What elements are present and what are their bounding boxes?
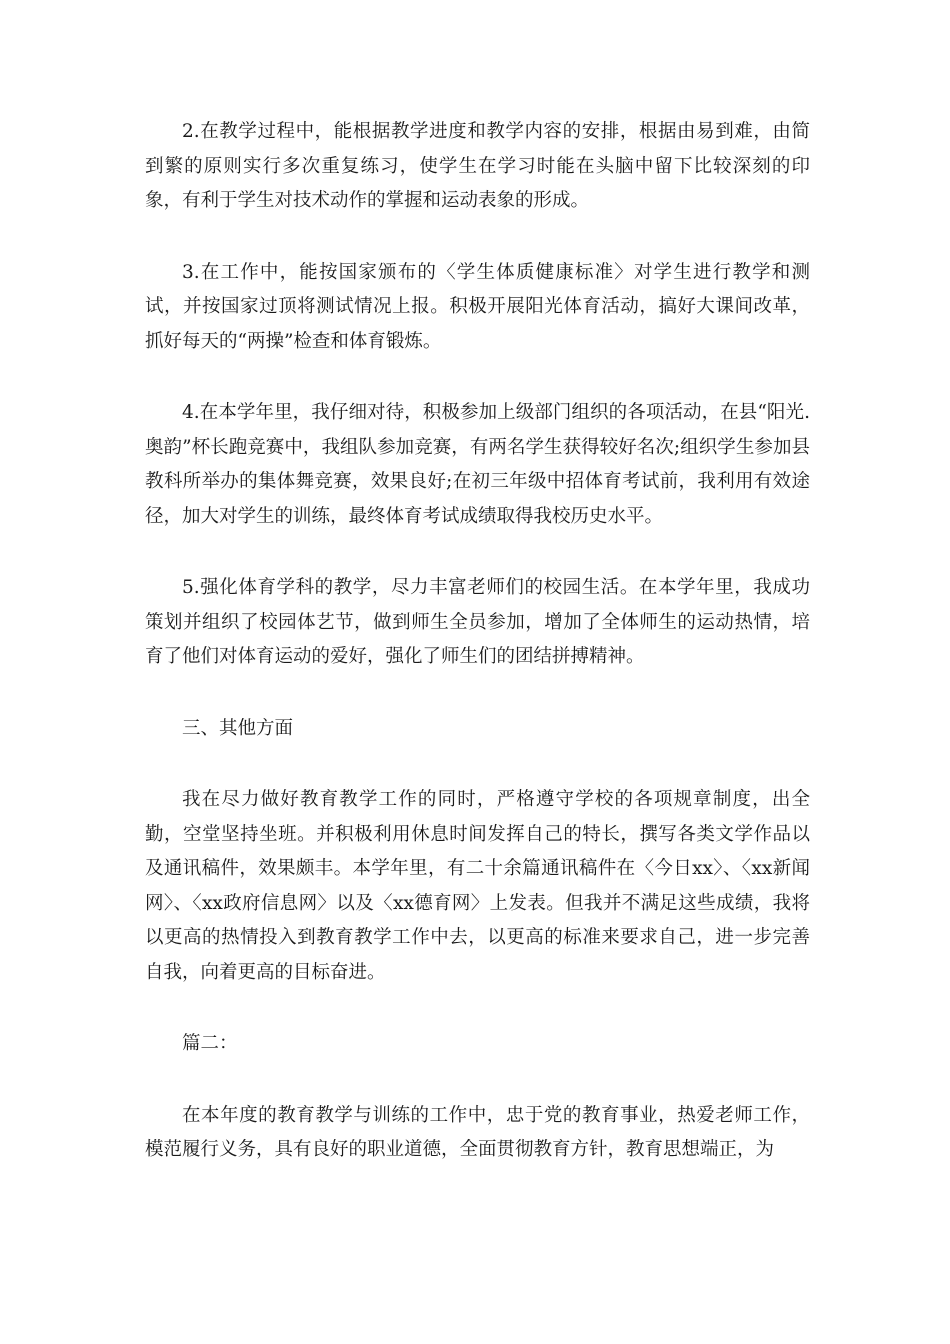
paragraph-other-aspects: 我在尽力做好教育教学工作的同时，严格遵守学校的各项规章制度，出全勤，空堂坚持坐班。并积极利用休息时间发挥自己的特长，撰写各类文学作品以及通讯稿件，效果颇丰。本学年里，有二十余篇通讯稿件在〈今日xx〉、〈xx新闻网〉、〈xx政府信息网〉以及〈xx德育网〉上发表。但我并不满足这些成绩，我将以更高的热情投入到教育教学工作中去，以更高的标准来要求自己，进一步完善自我，向着更高的目标奋进。 — [145, 789, 810, 983]
document-body — [145, 115, 810, 1205]
paragraph-item-2: 2.在教学过程中，能根据教学进度和教学内容的安排，根据由易到难，由简到繁的原则实行多次重复练习，使学生在学习时能在头脑中留下比较深刻的印象，有利于学生对技术动作的掌握和运动表象的形成。 — [145, 121, 810, 211]
section-heading-other: 三、其他方面 — [182, 717, 294, 739]
paragraph-item-5: 5.强化体育学科的教学，尽力丰富老师们的校园生活。在本学年里，我成功策划并组织了校园体艺节，做到师生全员参加，增加了全体师生的运动热情，培育了他们对体育运动的爱好，强化了师生们的团结拼搏精神。 — [145, 577, 810, 667]
paragraph-item-4: 4.在本学年里，我仔细对待，积极参加上级部门组织的各项活动，在县“阳光.奥韵”杯长跑竞赛中，我组队参加竞赛，有两名学生获得较好名次;组织学生参加县教科所举办的集体舞竞赛，效果良好;在初三年级中招体育考试前，我利用有效途径，加大对学生的训练，最终体育考试成绩取得我校历史水平。 — [145, 402, 810, 527]
paragraph-item-3: 3.在工作中，能按国家颁布的〈学生体质健康标准〉对学生进行教学和测试，并按国家过顶将测试情况上报。积极开展阳光体育活动，搞好大课间改革，抓好每天的“两操”检查和体育锻炼。 — [145, 261, 810, 352]
section-heading-part-two: 篇二： — [182, 1033, 238, 1054]
paragraph-part-two-intro: 在本年度的教育教学与训练的工作中，忠于党的教育事业，热爱老师工作，模范履行义务，具有良好的职业道德，全面贯彻教育方针，教育思想端正，为 — [145, 1104, 810, 1160]
